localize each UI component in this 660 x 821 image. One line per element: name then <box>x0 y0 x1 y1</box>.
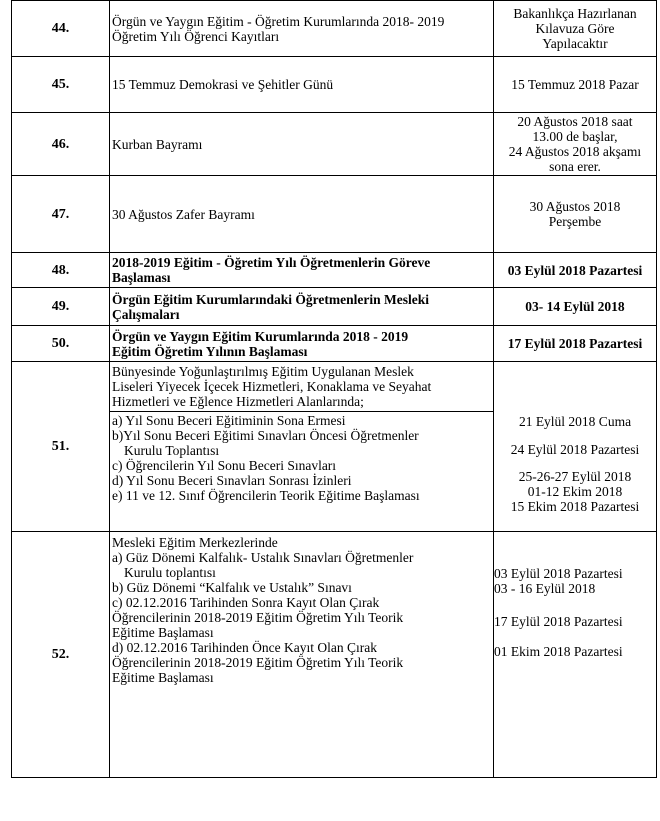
row-number: 51. <box>12 362 110 532</box>
event-date: 03- 14 Eylül 2018 <box>494 288 657 326</box>
list-item: Öğrencilerinin 2018-2019 Eğitim Öğretim Yılı Teorik <box>112 655 404 670</box>
row-number: 47. <box>12 176 110 253</box>
row-number: 45. <box>12 57 110 113</box>
event-date: 21 Eylül 2018 Cuma 24 Eylül 2018 Pazartesi 25-26-27 Eylül 2018 01-12 Ekim 2018 15 Ekim 2018 Pazartesi <box>494 362 657 532</box>
list-item: c) Öğrencilerin Yıl Sonu Beceri Sınavları <box>112 458 337 473</box>
list-item: e) 11 ve 12. Sınıf Öğrencilerin Teorik Eğitime Başlaması <box>112 488 420 503</box>
event-date: 17 Eylül 2018 Pazartesi <box>494 326 657 362</box>
event-date: 03 Eylül 2018 Pazartesi <box>494 253 657 288</box>
list-item: c) 02.12.2016 Tarihinden Sonra Kayıt Olan Çırak <box>112 595 380 610</box>
table-row <box>12 113 657 176</box>
list-item: d) Yıl Sonu Beceri Sınavları Sonrası İzinleri <box>112 473 352 488</box>
list-item: Kurulu toplantısı <box>124 565 216 580</box>
list-item: Kurulu Toplantısı <box>124 443 220 458</box>
event-date: 03 Eylül 2018 Pazartesi 03 - 16 Eylül 2018 17 Eylül 2018 Pazartesi 01 Ekim 2018 Pazartesi <box>494 532 657 778</box>
list-item: Eğitime Başlaması <box>112 670 214 685</box>
event-list <box>110 412 493 504</box>
event-date: Bakanlıkça Hazırlanan Kılavuza Göre Yapılacaktır <box>494 1 657 57</box>
row-number: 52. <box>12 532 110 778</box>
list-item: a) Güz Dönemi Kalfalık- Ustalık Sınavları Öğretmenler <box>112 550 414 565</box>
event-description: 15 Temmuz Demokrasi ve Şehitler Günü <box>110 57 494 113</box>
event-date: 15 Temmuz 2018 Pazar <box>494 57 657 113</box>
row-number: 46. <box>12 113 110 176</box>
event-date: 30 Ağustos 2018 Perşembe <box>494 176 657 253</box>
table-row <box>12 362 657 532</box>
list-item: d) 02.12.2016 Tarihinden Önce Kayıt Olan Çırak <box>112 640 377 655</box>
table-row <box>12 57 657 113</box>
row-number: 44. <box>12 1 110 57</box>
list-item: b)Yıl Sonu Beceri Eğitimi Sınavları Öncesi Öğretmenler <box>112 428 419 443</box>
table-row <box>12 253 657 288</box>
event-description <box>110 532 494 778</box>
table-row <box>12 1 657 57</box>
event-intro: Bünyesinde Yoğunlaştırılmış Eğitim Uygulanan Meslek Liseleri Yiyecek İçecek Hizmetleri, Konaklama ve Seyahat Hizmetleri ve Eğlence Hizmetleri Alanlarında; <box>110 362 493 412</box>
event-description: Örgün ve Yaygın Eğitim Kurumlarında 2018 - 2019 Eğitim Öğretim Yılının Başlaması <box>110 326 494 362</box>
event-date: 20 Ağustos 2018 saat 13.00 de başlar, 24 Ağustos 2018 akşamı sona erer. <box>494 113 657 176</box>
event-description: Örgün ve Yaygın Eğitim - Öğretim Kurumlarında 2018- 2019 Öğretim Yılı Öğrenci Kayıtları <box>110 1 494 57</box>
table-row <box>12 288 657 326</box>
calendar-table <box>11 0 657 778</box>
list-item: b) Güz Dönemi “Kalfalık ve Ustalık” Sınavı <box>112 580 352 595</box>
event-description: 30 Ağustos Zafer Bayramı <box>110 176 494 253</box>
event-description: 2018-2019 Eğitim - Öğretim Yılı Öğretmenlerin Göreve Başlaması <box>110 253 494 288</box>
row-number: 49. <box>12 288 110 326</box>
list-item: Eğitime Başlaması <box>112 625 214 640</box>
row-number: 48. <box>12 253 110 288</box>
list-item: Mesleki Eğitim Merkezlerinde <box>112 535 278 550</box>
table-row <box>12 176 657 253</box>
table-row <box>12 326 657 362</box>
table-row <box>12 532 657 778</box>
row-number: 50. <box>12 326 110 362</box>
list-item: a) Yıl Sonu Beceri Eğitiminin Sona Ermesi <box>112 413 346 428</box>
list-item: Öğrencilerinin 2018-2019 Eğitim Öğretim Yılı Teorik <box>112 610 404 625</box>
event-description: Örgün Eğitim Kurumlarındaki Öğretmenlerin Mesleki Çalışmaları <box>110 288 494 326</box>
event-description: Kurban Bayramı <box>110 113 494 176</box>
event-description <box>110 362 494 532</box>
